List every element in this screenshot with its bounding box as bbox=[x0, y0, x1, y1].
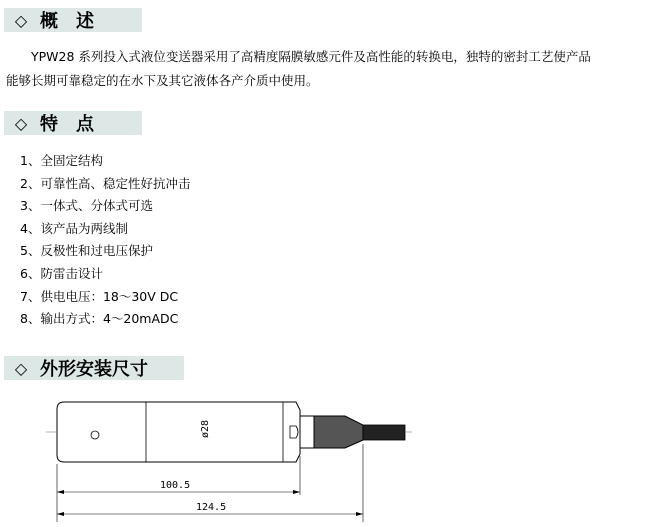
feature-item: 1、全固定结构 bbox=[20, 153, 103, 168]
cable bbox=[363, 425, 405, 440]
section-title-dimensions: 外形安装尺寸 bbox=[40, 359, 148, 380]
section-title-overview: 概 述 bbox=[40, 11, 94, 32]
diamond-icon: ◇ bbox=[14, 113, 28, 133]
feature-item: 2、可靠性高、稳定性好抗冲击 bbox=[20, 175, 191, 191]
feature-item: 3、一体式、分体式可选 bbox=[20, 198, 153, 214]
overview-line-1: YPW28 系列投入式液位变送器采用了高精度隔膜敏感元件及高性能的转换电，独特的密封工艺使产品 bbox=[6, 49, 591, 64]
section-header-dimensions bbox=[4, 356, 184, 380]
arrow-right bbox=[293, 490, 300, 494]
feature-list bbox=[20, 150, 190, 331]
diamond-icon: ◇ bbox=[14, 358, 28, 378]
section-header-overview bbox=[4, 8, 142, 32]
cable-gland-collar bbox=[300, 416, 314, 448]
length-body-label: 100.5 bbox=[160, 480, 191, 491]
arrow-left bbox=[57, 490, 64, 494]
overview-paragraph bbox=[6, 45, 660, 93]
feature-item: 7、供电电压：18～30V DC bbox=[20, 288, 179, 304]
probe-body bbox=[57, 402, 300, 462]
length-total-label: 124.5 bbox=[196, 502, 227, 513]
feature-item: 6、防雷击设计 bbox=[20, 265, 103, 281]
dimension-drawing bbox=[0, 380, 664, 527]
arrow-right bbox=[356, 512, 363, 516]
cable-gland bbox=[314, 416, 363, 448]
section-title-features: 特 点 bbox=[40, 114, 94, 135]
feature-item: 4、该产品为两线制 bbox=[20, 220, 128, 236]
diameter-label: ø28 bbox=[200, 419, 211, 438]
arrow-left bbox=[57, 512, 64, 516]
overview-line-2: 能够长期可靠稳定的在水下及其它液体各产介质中使用。 bbox=[6, 73, 319, 88]
section-header-features bbox=[4, 111, 142, 135]
diamond-icon: ◇ bbox=[14, 10, 28, 30]
feature-item: 8、输出方式：4～20mADC bbox=[20, 311, 179, 327]
feature-item: 5、反极性和过电压保护 bbox=[20, 243, 153, 259]
